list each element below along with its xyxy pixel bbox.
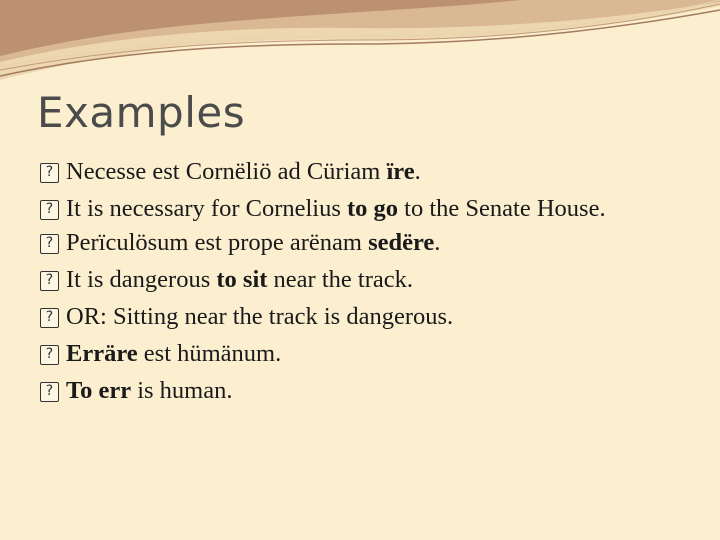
slide-title: Examples — [37, 88, 246, 137]
bullet-item — [40, 157, 640, 187]
bullet-item — [40, 376, 640, 406]
bullet-text: near the track. — [267, 266, 413, 293]
bullet-text: to the Senate House. — [398, 195, 606, 222]
missing-glyph-box-icon — [40, 271, 59, 291]
bullet-text: . — [414, 158, 421, 185]
bullet-text: It is dangerous — [66, 266, 217, 293]
bullet-text: Perïculösum est prope arënam — [66, 229, 369, 256]
bullet-item — [40, 228, 640, 258]
bullet-item — [40, 302, 640, 332]
bullet-item — [40, 339, 640, 369]
missing-glyph-box-icon — [40, 345, 59, 365]
missing-glyph-box-icon — [40, 163, 59, 183]
bullet-emphasis-text: to go — [347, 195, 399, 222]
bullet-item — [40, 265, 640, 295]
bullet-emphasis-text: Erräre — [66, 340, 138, 367]
bullet-text: . — [434, 229, 441, 256]
bullet-emphasis-text: sedëre — [368, 229, 435, 256]
bullet-list — [40, 157, 640, 413]
missing-glyph-box-icon — [40, 234, 59, 254]
bullet-emphasis-text: ïre — [386, 158, 415, 185]
missing-glyph-box-icon — [40, 308, 59, 328]
bullet-text: OR: Sitting near the track is dangerous. — [66, 303, 454, 330]
header-swoosh-decoration — [0, 0, 720, 90]
bullet-emphasis-text: To err — [66, 377, 132, 404]
bullet-text: is human. — [131, 377, 233, 404]
missing-glyph-box-icon — [40, 382, 59, 402]
bullet-text: est hümänum. — [137, 340, 282, 367]
bullet-text: It is necessary for Cornelius — [66, 195, 347, 222]
missing-glyph-box-icon — [40, 200, 59, 220]
bullet-text: Necesse est Cornëliö ad Cüriam — [66, 158, 387, 185]
bullet-emphasis-text: to sit — [216, 266, 268, 293]
bullet-item — [40, 194, 640, 224]
